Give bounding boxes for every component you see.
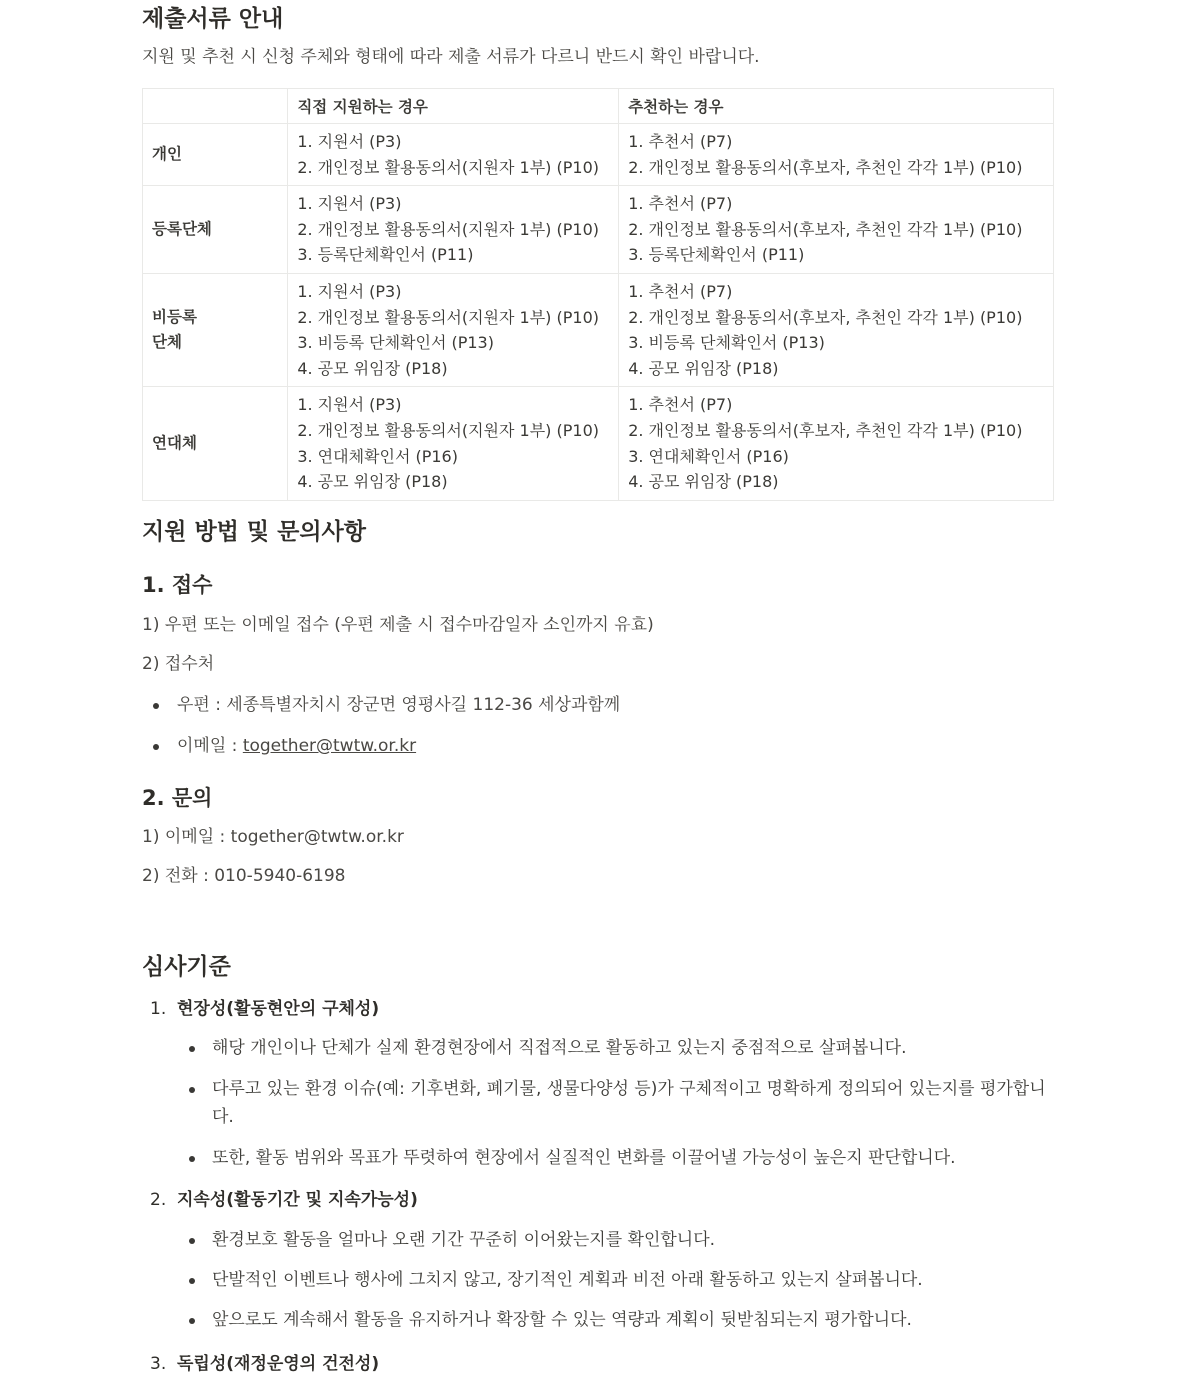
table-header-cell: 직접 지원하는 경우 bbox=[288, 89, 619, 124]
bullet-text: 다루고 있는 환경 이슈(예: 기후변화, 폐기물, 생물다양성 등)가 구체적이고 명확하게 정의되어 있는지를 평가합니다. bbox=[212, 1079, 1046, 1127]
direct-cell bbox=[288, 387, 619, 500]
criteria-number: 2. bbox=[150, 1190, 167, 1210]
doc-line: 2. 개인정보 활용동의서(후보자, 추천인 각각 1부) (P10) bbox=[628, 219, 1023, 239]
doc-line: 2. 개인정보 활용동의서(지원자 1부) (P10) bbox=[297, 307, 600, 327]
criteria-item-title bbox=[142, 1351, 1054, 1377]
receipt-list bbox=[142, 692, 1054, 759]
email-link[interactable]: together@twtw.or.kr bbox=[242, 736, 417, 756]
docs-intro: 지원 및 추천 시 신청 주체와 형태에 따라 제출 서류가 다르니 반드시 확인 바랍니다. bbox=[142, 47, 760, 67]
criteria-number: 1. bbox=[150, 999, 167, 1019]
doc-line: 3. 연대체확인서 (P16) bbox=[297, 446, 458, 466]
bullet-icon bbox=[189, 1156, 195, 1162]
doc-line: 1. 추천서 (P7) bbox=[628, 395, 733, 415]
table-header-row bbox=[143, 89, 1054, 124]
doc-line: 3. 비등록 단체확인서 (P13) bbox=[628, 333, 825, 353]
bullet-icon bbox=[189, 1318, 195, 1324]
apply-title: 지원 방법 및 문의사항 bbox=[142, 519, 366, 545]
row-label bbox=[143, 124, 288, 186]
doc-line: 4. 공모 위임장 (P18) bbox=[628, 358, 779, 378]
doc-line: 3. 등록단체확인서 (P11) bbox=[628, 245, 805, 265]
doc-line: 1. 지원서 (P3) bbox=[297, 395, 402, 415]
row-label-line: 연대체 bbox=[152, 433, 197, 452]
doc-line: 3. 비등록 단체확인서 (P13) bbox=[297, 333, 494, 353]
receipt-line-1: 1) 우편 또는 이메일 접수 (우편 제출 시 접수마감일자 소인까지 유효) bbox=[142, 615, 654, 635]
email-label: 이메일 : bbox=[177, 736, 243, 756]
bullet-text: 해당 개인이나 단체가 실제 환경현장에서 직접적으로 활동하고 있는지 중점적으로 살펴봅니다. bbox=[212, 1038, 907, 1058]
row-label-line: 등록단체 bbox=[152, 219, 212, 238]
bullet-icon bbox=[189, 1046, 195, 1052]
list-item bbox=[142, 1075, 1054, 1131]
direct-cell bbox=[288, 186, 619, 274]
doc-line: 4. 공모 위임장 (P18) bbox=[628, 472, 779, 492]
table-row bbox=[143, 124, 1054, 186]
bullet-text: 앞으로도 계속해서 활동을 유지하거나 확장할 수 있는 역량과 계획이 뒷받침되는지 평가합니다. bbox=[212, 1310, 912, 1330]
criteria-item-title bbox=[142, 1187, 1054, 1213]
list-item bbox=[142, 1034, 1054, 1062]
bullet-text: 또한, 활동 범위와 목표가 뚜렷하여 현장에서 실질적인 변화를 이끌어낼 가능성이 높은지 판단합니다. bbox=[212, 1148, 956, 1168]
list-item bbox=[142, 733, 1054, 759]
receipt-title: 1. 접수 bbox=[142, 573, 213, 597]
documents-table bbox=[142, 88, 1054, 501]
bullet-icon bbox=[153, 703, 159, 709]
recommend-cell bbox=[619, 273, 1054, 386]
criteria-bullets bbox=[142, 1034, 1054, 1172]
doc-line: 1. 추천서 (P7) bbox=[628, 132, 733, 151]
doc-line: 1. 추천서 (P7) bbox=[628, 281, 733, 301]
bullet-icon bbox=[189, 1238, 195, 1244]
list-item bbox=[142, 1306, 1054, 1334]
row-label bbox=[143, 186, 288, 274]
doc-line: 3. 등록단체확인서 (P11) bbox=[297, 245, 474, 265]
doc-line: 3. 연대체확인서 (P16) bbox=[628, 446, 789, 466]
direct-cell bbox=[288, 124, 619, 186]
criteria-title: 심사기준 bbox=[142, 954, 231, 980]
inquiry-title: 2. 문의 bbox=[142, 786, 213, 810]
criteria-list bbox=[142, 1187, 1054, 1334]
table-header-cell bbox=[143, 89, 288, 124]
row-label-line: 개인 bbox=[152, 144, 182, 163]
inquiry-line-1: 1) 이메일 : together@twtw.or.kr bbox=[142, 827, 404, 847]
doc-line: 2. 개인정보 활용동의서(후보자, 추천인 각각 1부) (P10) bbox=[628, 420, 1023, 440]
bullet-icon bbox=[189, 1278, 195, 1284]
row-label-line: 단체 bbox=[152, 333, 182, 352]
doc-line: 4. 공모 위임장 (P18) bbox=[297, 472, 448, 492]
doc-line: 2. 개인정보 활용동의서(지원자 1부) (P10) bbox=[297, 219, 600, 239]
criteria-number: 3. bbox=[150, 1354, 167, 1374]
table-header-cell: 추천하는 경우 bbox=[619, 89, 1054, 124]
bullet-icon bbox=[189, 1087, 195, 1093]
list-item bbox=[142, 1226, 1054, 1254]
criteria-heading: 현장성(활동현안의 구체성) bbox=[177, 999, 380, 1019]
criteria-bullets bbox=[142, 1226, 1054, 1334]
bullet-text: 환경보호 활동을 얼마나 오랜 기간 꾸준히 이어왔는지를 확인합니다. bbox=[212, 1230, 716, 1250]
list-item bbox=[142, 1266, 1054, 1294]
table-row bbox=[143, 273, 1054, 386]
row-label-line: 비등록 bbox=[152, 307, 197, 326]
criteria-heading: 독립성(재정운영의 건전성) bbox=[177, 1354, 380, 1374]
criteria-item-title bbox=[142, 996, 1054, 1022]
recommend-cell bbox=[619, 124, 1054, 186]
doc-line: 1. 지원서 (P3) bbox=[297, 132, 402, 151]
doc-line: 2. 개인정보 활용동의서(후보자, 추천인 각각 1부) (P10) bbox=[628, 157, 1023, 177]
doc-line: 2. 개인정보 활용동의서(지원자 1부) (P10) bbox=[297, 420, 600, 440]
doc-line: 1. 추천서 (P7) bbox=[628, 194, 733, 214]
recommend-cell bbox=[619, 186, 1054, 274]
criteria-heading: 지속성(활동기간 및 지속가능성) bbox=[177, 1190, 418, 1210]
receipt-line-2: 2) 접수처 bbox=[142, 654, 215, 674]
bullet-text: 단발적인 이벤트나 행사에 그치지 않고, 장기적인 계획과 비전 아래 활동하고 있는지 살펴봅니다. bbox=[212, 1270, 923, 1290]
list-item bbox=[142, 1144, 1054, 1172]
bullet-icon bbox=[153, 744, 159, 750]
criteria-list bbox=[142, 996, 1054, 1172]
doc-line: 1. 지원서 (P3) bbox=[297, 281, 402, 301]
row-label bbox=[143, 273, 288, 386]
doc-line: 1. 지원서 (P3) bbox=[297, 194, 402, 214]
docs-title: 제출서류 안내 bbox=[142, 6, 284, 32]
inquiry-line-2: 2) 전화 : 010-5940-6198 bbox=[142, 866, 346, 886]
doc-line: 2. 개인정보 활용동의서(후보자, 추천인 각각 1부) (P10) bbox=[628, 307, 1023, 327]
criteria-list bbox=[142, 1351, 1054, 1377]
direct-cell bbox=[288, 273, 619, 386]
doc-line: 2. 개인정보 활용동의서(지원자 1부) (P10) bbox=[297, 157, 600, 177]
table-row bbox=[143, 387, 1054, 500]
recommend-cell bbox=[619, 387, 1054, 500]
post-address: 우편 : 세종특별자치시 장군면 영평사길 112-36 세상과함께 bbox=[177, 695, 621, 715]
row-label bbox=[143, 387, 288, 500]
list-item bbox=[142, 692, 1054, 718]
doc-line: 4. 공모 위임장 (P18) bbox=[297, 358, 448, 378]
table-row bbox=[143, 186, 1054, 274]
